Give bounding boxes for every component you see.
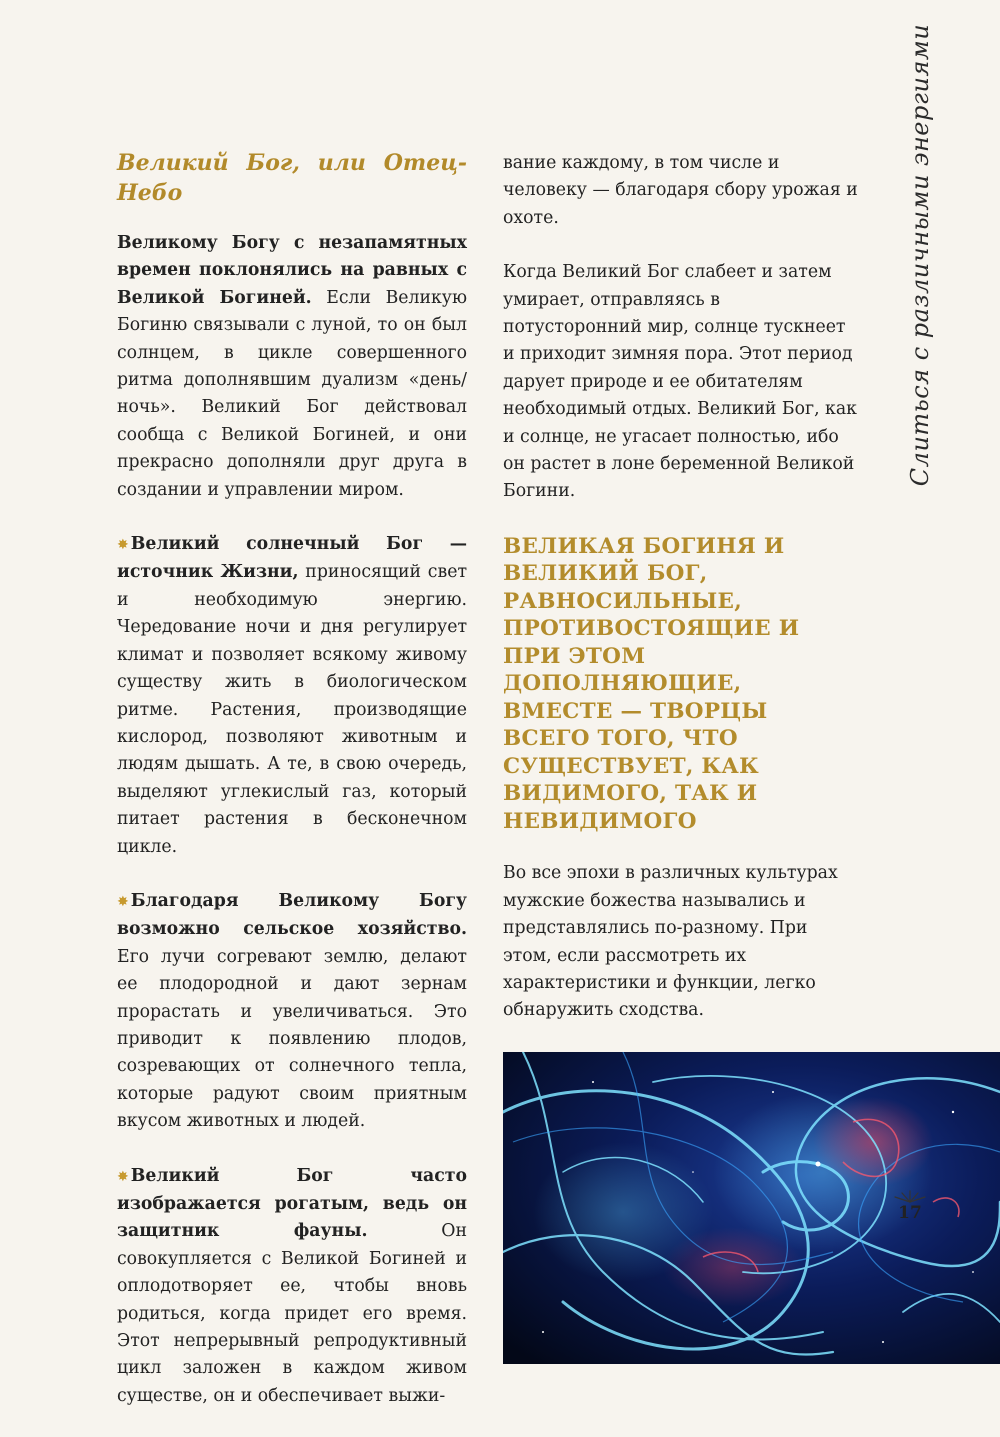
- paragraph-2-body: приносящий свет и необходимую энергию. Чередование ночи и дня регулирует климат и позволяет всякому живому существу жить в биологическом ритме. Растения, производящие кислород, позволяют животным и людям дышать. А те, в свою очередь, выделяют углекислый газ, который питает растения в бесконечном цикле.: [117, 562, 467, 857]
- sun-bullet-icon: ✸: [117, 1168, 129, 1185]
- paragraph-2-lead: Великий солнечный Бог — источник Жизни,: [117, 534, 467, 583]
- paragraph-3-body: Его лучи согревают землю, делают ее плодородной и дают зернам прорастать и увеличиваться. Это приводит к появлению плодов, созревающих от солнечного тепла, которые радуют своим приятным вкусом животных и людей.: [117, 946, 467, 1132]
- paragraph-3: [117, 888, 467, 1136]
- right-column: [503, 150, 858, 1364]
- paragraph-1-body: Если Великую Богиню связывали с луной, то он был солнцем, в цикле совершенного ритма дополнявшим дуализм «день/ночь». Великий Бог действовал сообща с Великой Богиней, и они прекрасно дополняли друг друга в создании и управлении миром.: [117, 287, 468, 500]
- paragraph-4: [117, 1163, 467, 1411]
- left-column: [117, 148, 467, 1437]
- section-heading: Великий Бог, или Отец-Небо: [117, 150, 467, 206]
- paragraph-2: [117, 531, 467, 861]
- sun-bullet-icon: ✸: [117, 537, 129, 554]
- paragraph-4-lead: Великий Бог часто изображается рогатым, ведь он защитник фауны.: [117, 1165, 467, 1242]
- page-number: [880, 1188, 940, 1223]
- sidebar-title: [890, 23, 950, 487]
- paragraph-6: Когда Великий Бог слабеет и затем умирает, отправляясь в потусторонний мир, солнце тускнеет и приходит зимняя пора. Этот период дарует природе и ее обитателям необходимый отдых. Великий Бог, как и солнце, не угасает полностью, ибо он растет в лоне беременной Великой Богини.: [503, 262, 857, 502]
- paragraph-1: [117, 230, 467, 504]
- page-number-text: 17: [898, 1203, 922, 1223]
- sidebar-title-text: Слиться с различными энергиями: [906, 23, 934, 487]
- paragraph-4-body: Он совокупляется с Великой Богиней и оплодотворяет ее, чтобы вновь родиться, когда придет его время. Этот непрерывный репродуктивный цикл заложен в каждом живом существе, он и обеспечивает выжи-: [117, 1221, 467, 1406]
- paragraph-5: вание каждому, в том числе и человеку — благодаря сбору урожая и охоте.: [503, 153, 858, 228]
- paragraph-7: Во все эпохи в различных культурах мужские божества назывались и представлялись по-разному. При этом, если рассмотреть их характеристики и функции, легко обнаружить сходства.: [503, 863, 838, 1021]
- sun-bullet-icon: ✸: [117, 893, 129, 910]
- callout-quote: ВЕЛИКАЯ БОГИНЯ И ВЕЛИКИЙ БОГ, РАВНОСИЛЬНЫЕ, ПРОТИВОСТОЯЩИЕ И ПРИ ЭТОМ ДОПОЛНЯЮЩИЕ, ВМЕСТЕ — ТВОРЦЫ ВСЕГО ТОГО, ЧТО СУЩЕСТВУЕТ, КАК ВИДИМОГО, ТАК И НЕВИДИМОГО: [503, 533, 800, 834]
- sun-rays-icon: [890, 1189, 930, 1203]
- paragraph-1-lead: Великому Богу с незапамятных времен поклонялись на равных с Великой Богиней.: [117, 233, 467, 308]
- paragraph-3-lead: Благодаря Великому Богу возможно сельское хозяйство.: [117, 890, 467, 940]
